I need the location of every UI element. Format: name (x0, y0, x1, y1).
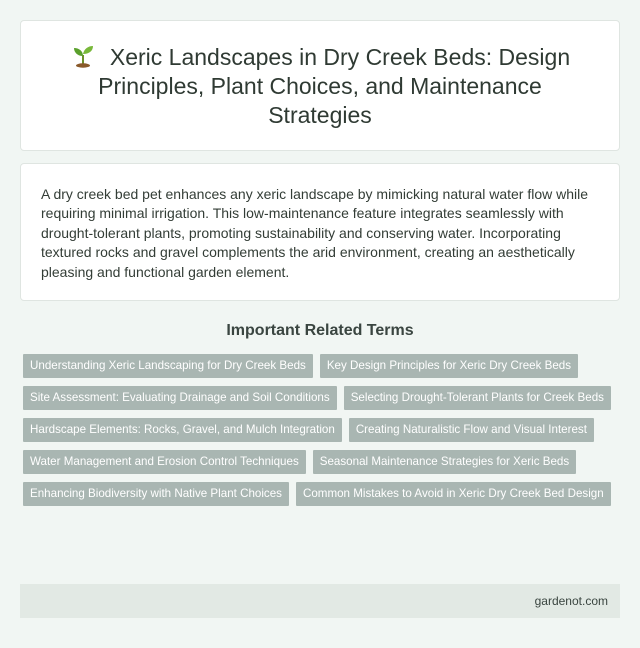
footer (20, 584, 620, 618)
related-term-tag[interactable]: Selecting Drought-Tolerant Plants for Creek Beds (344, 386, 611, 410)
page-title (57, 42, 583, 130)
related-term-tag[interactable]: Seasonal Maintenance Strategies for Xeric Beds (313, 450, 576, 474)
related-term-tag[interactable]: Understanding Xeric Landscaping for Dry Creek Beds (23, 354, 313, 378)
footer-site[interactable]: gardenot.com (534, 594, 608, 608)
title-card (20, 20, 620, 151)
page-title-text: Xeric Landscapes in Dry Creek Beds: Design Principles, Plant Choices, and Maintenance Strategies (98, 43, 571, 128)
related-term-tag[interactable]: Creating Naturalistic Flow and Visual Interest (349, 418, 594, 442)
related-terms-list (20, 354, 620, 514)
related-term-tag[interactable]: Site Assessment: Evaluating Drainage and Soil Conditions (23, 386, 337, 410)
related-term-tag[interactable]: Key Design Principles for Xeric Dry Creek Beds (320, 354, 578, 378)
related-term-tag[interactable]: Water Management and Erosion Control Techniques (23, 450, 306, 474)
intro-paragraph: A dry creek bed pet enhances any xeric landscape by mimicking natural water flow while requiring minimal irrigation. This low-maintenance feature integrates seamlessly with drought-tolerant plants, promoting sustainability and conserving water. Incorporating textured rocks and gravel complements the arid environment, creating an aesthetically pleasing and functional garden element. (41, 186, 589, 280)
intro-card (20, 163, 620, 301)
related-terms-heading: Important Related Terms (226, 322, 414, 339)
related-term-tag[interactable]: Enhancing Biodiversity with Native Plant Choices (23, 482, 289, 506)
related-term-tag[interactable]: Common Mistakes to Avoid in Xeric Dry Creek Bed Design (296, 482, 611, 506)
sprout-icon (70, 42, 96, 68)
related-term-tag[interactable]: Hardscape Elements: Rocks, Gravel, and Mulch Integration (23, 418, 342, 442)
